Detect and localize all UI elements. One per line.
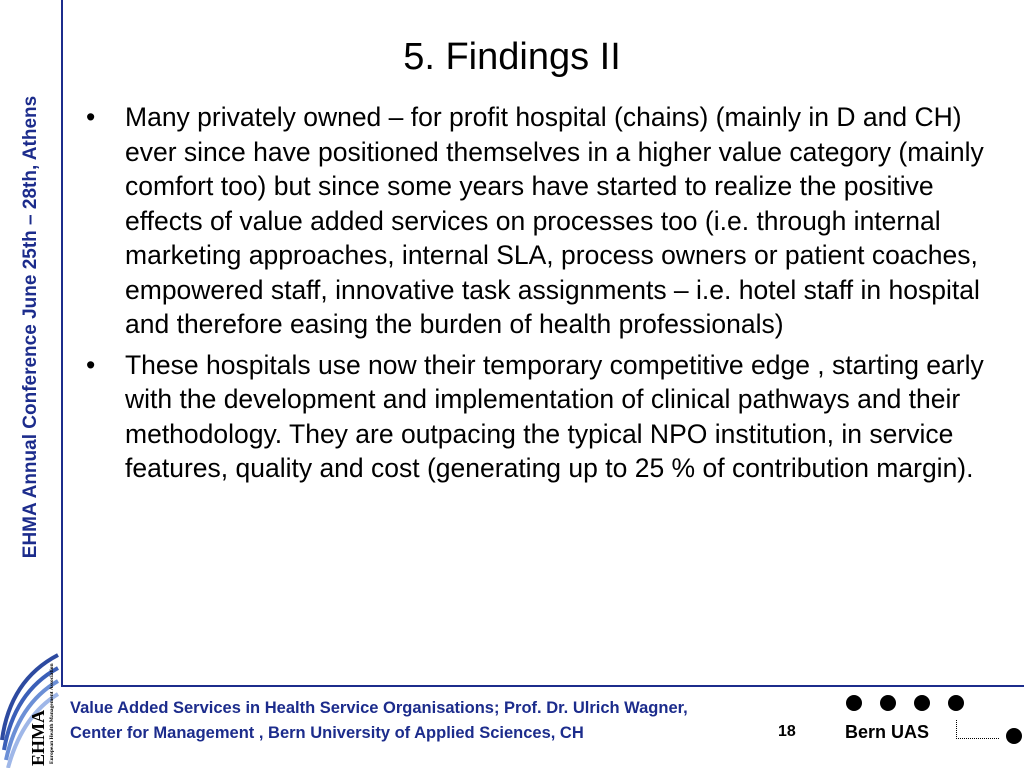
bullet-item (86, 348, 1004, 486)
ehma-logo-graphic (0, 600, 60, 768)
slide-title: 5. Findings II (403, 36, 621, 78)
bullet-marker: • (86, 349, 96, 380)
bullet-text: These hospitals use now their temporary competitive edge , starting early with the development and implementation of clinical pathways and their methodology. They are outpacing the typical NPO institution, in service features, quality and cost (generating up to 25 % of contribution margin). (125, 349, 984, 483)
brand-corner-mark (956, 720, 999, 739)
ehma-logo (0, 600, 60, 768)
conference-sidebar-label: EHMA Annual Conference June 25th – 28th, Athens (20, 95, 41, 559)
bullet-item (86, 100, 1004, 342)
brand-dot-icon (914, 695, 930, 711)
footer-citation-line-2: Center for Management , Bern University of Applied Sciences, CH (70, 724, 584, 742)
org-name: Bern UAS (845, 722, 930, 742)
brand-dot-icon (880, 695, 896, 711)
brand-dot-icon (1006, 728, 1022, 744)
left-border-line (61, 0, 63, 685)
footer-citation-line-1: Value Added Services in Health Service Organisations; Prof. Dr. Ulrich Wagner, (70, 699, 688, 717)
page-number: 18 (778, 723, 796, 740)
ehma-logo-name: EHMA (28, 710, 48, 766)
brand-dot-icon (948, 695, 964, 711)
ehma-logo-tagline: European Health Management Association (49, 663, 55, 764)
bullet-marker: • (86, 102, 96, 132)
bullet-text: Many privately owned – for profit hospital (chains) (mainly in D and CH) ever since have positioned themselves in a higher value category (mainly comfort too) but since some years have started to realize the positive effects of value added services on processes too (i.e. through internal marketing approaches, internal SLA, process owners or patient coaches, empowered staff, innovative task assignments – i.e. hotel staff in hospital and therefore easing the burden of health professionals) (125, 102, 984, 339)
brand-dot-icon (846, 695, 862, 711)
footer-divider (61, 685, 1024, 687)
findings-bullet-list (86, 100, 1004, 492)
